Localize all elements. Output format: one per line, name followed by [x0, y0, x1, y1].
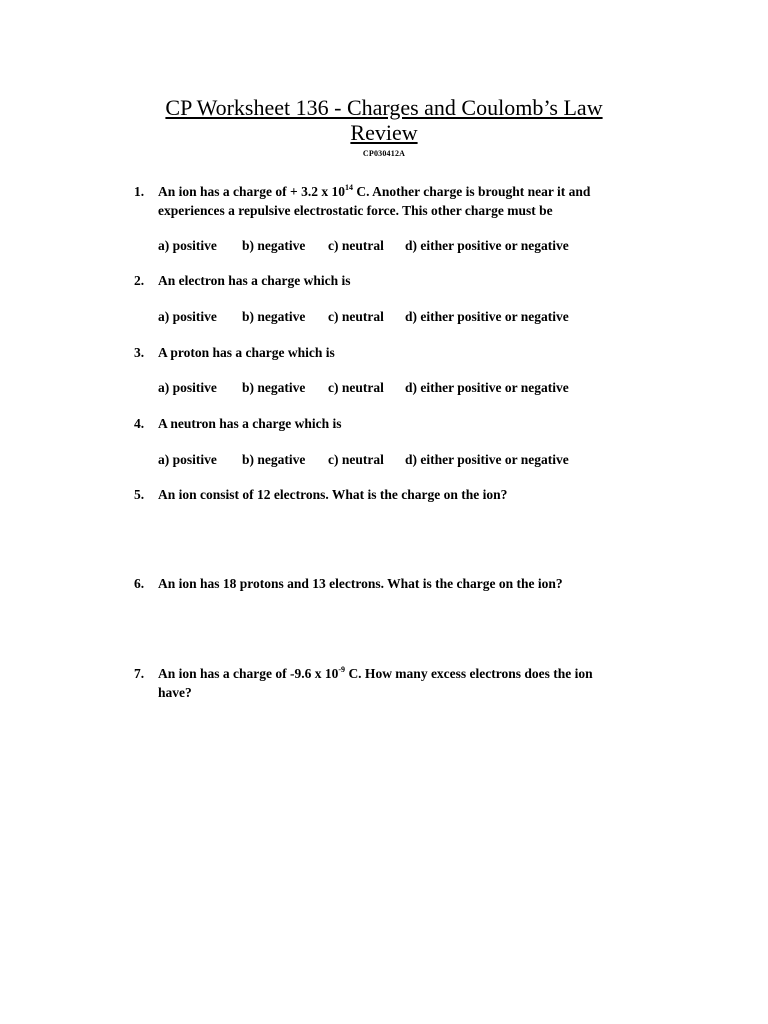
- question-number: 4.: [134, 416, 145, 431]
- question-text: An ion consist of 12 electrons. What is the charge on the ion?: [158, 487, 508, 502]
- choice-a: a) positive: [158, 238, 217, 253]
- answer-choices-2: [158, 307, 569, 326]
- question-number: 5.: [134, 487, 145, 502]
- question-text-part: C. Another charge is brought near it and: [352, 184, 591, 199]
- question-text-part: experiences a repulsive electrostatic force. This other charge must be: [158, 203, 553, 218]
- question-text: [158, 664, 653, 702]
- worksheet-code: CP030412A: [362, 149, 406, 158]
- choice-b: b) negative: [242, 380, 306, 395]
- choice-b: b) negative: [242, 452, 306, 467]
- question-number: 2.: [134, 273, 145, 288]
- question-text: A proton has a charge which is: [158, 345, 335, 360]
- question-text-part: have?: [158, 685, 192, 700]
- question-text-part: An ion has a charge of + 3.2 x 10: [158, 184, 345, 199]
- question-number: 6.: [134, 576, 145, 591]
- question-number: 1.: [134, 184, 145, 199]
- choice-c: c) neutral: [328, 380, 384, 395]
- choice-b: b) negative: [242, 238, 306, 253]
- question-number: 3.: [134, 345, 145, 360]
- choice-d: d) either positive or negative: [405, 452, 569, 467]
- choice-d: d) either positive or negative: [405, 380, 569, 395]
- answer-choices-3: [158, 378, 569, 397]
- question-text: An ion has 18 protons and 13 electrons. What is the charge on the ion?: [158, 576, 563, 591]
- exponent: -9: [338, 665, 346, 674]
- question-text: An electron has a charge which is: [158, 273, 351, 288]
- worksheet-title-continued: Review: [350, 120, 418, 145]
- question-text-part: C. How many excess electrons does the ion: [345, 666, 593, 681]
- question-number: 7.: [134, 666, 145, 681]
- choice-a: a) positive: [158, 309, 217, 324]
- choice-c: c) neutral: [328, 309, 384, 324]
- answer-choices-4: [158, 450, 569, 469]
- choice-b: b) negative: [242, 309, 306, 324]
- question-text: A neutron has a charge which is: [158, 416, 342, 431]
- choice-d: d) either positive or negative: [405, 238, 569, 253]
- question-text-part: An ion has a charge of -9.6 x 10: [158, 666, 339, 681]
- choice-d: d) either positive or negative: [405, 309, 569, 324]
- answer-choices-1: [158, 236, 569, 255]
- choice-c: c) neutral: [328, 452, 384, 467]
- question-text: [158, 182, 653, 220]
- exponent: 14: [344, 183, 353, 192]
- choice-a: a) positive: [158, 452, 217, 467]
- choice-c: c) neutral: [328, 238, 384, 253]
- choice-a: a) positive: [158, 380, 217, 395]
- worksheet-title: CP Worksheet 136 - Charges and Coulomb’s Law: [165, 95, 603, 120]
